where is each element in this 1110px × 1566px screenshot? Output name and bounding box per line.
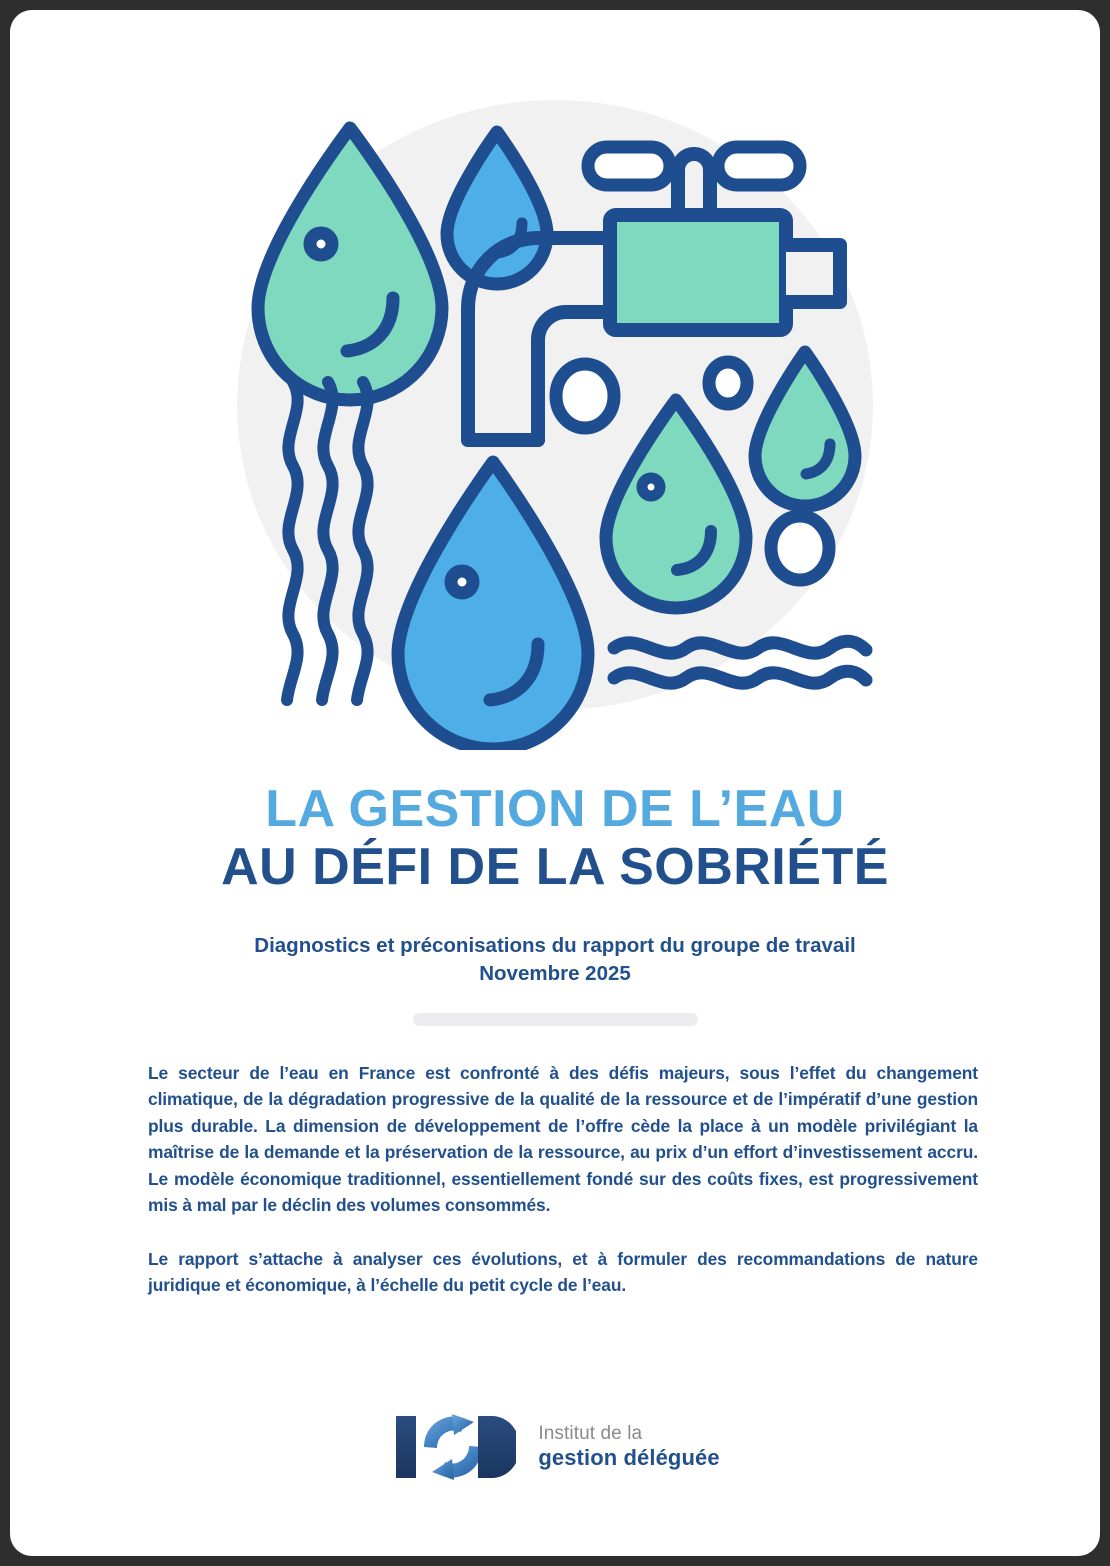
logo-line-1: Institut de la xyxy=(538,1422,643,1444)
abstract-paragraph-2: Le rapport s’attache à analyser ces évolutions, et à formuler des recommandations de nature juridique et économique, à l’échelle du petit cycle de l’eau. xyxy=(148,1248,978,1296)
abstract-text xyxy=(148,1060,978,1299)
bubble-circle-top xyxy=(556,364,614,428)
page-title xyxy=(10,780,1100,896)
logo-recycle-arrow xyxy=(424,1414,482,1480)
document-page xyxy=(10,10,1100,1556)
bubble-circle-bottom xyxy=(771,516,829,580)
valve-outlet xyxy=(786,245,840,302)
page-subtitle xyxy=(10,932,1100,987)
valve-handle-left xyxy=(588,147,670,185)
title-line-secondary: AU DÉFI DE LA SOBRIÉTÉ xyxy=(221,838,889,897)
logo-letter-d xyxy=(478,1416,516,1478)
divider-wrapper xyxy=(10,1013,1100,1026)
subtitle-line-2: Novembre 2025 xyxy=(479,961,631,985)
valve-handle-right xyxy=(718,147,800,185)
igd-logo-wordmark xyxy=(538,1423,719,1471)
abstract-paragraph-1: Le secteur de l’eau en France est confronté à des défis majeurs, sous l’effet du changement climatique, de la dégradation progressive de la qualité de la ressource et de l’impératif d’une gestion plus durable. La dimension de développement de l’offre cède la place à un modèle privilégiant la maîtrise de la demande et la préservation de la ressource, au prix d’un effort d’investissement accru. Le modèle économique traditionnel, essentiellement fondé sur des coûts fixes, est progressivement mis à mal par le déclin des volumes consommés. xyxy=(148,1063,978,1216)
wavy-line-horizontal-2 xyxy=(614,671,866,683)
footer-logo xyxy=(10,1408,1100,1486)
subtitle-line-1: Diagnostics et préconisations du rapport du groupe de travail xyxy=(254,934,856,957)
section-divider xyxy=(413,1013,698,1026)
title-line-primary: LA GESTION DE L’EAU xyxy=(265,780,845,838)
water-management-illustration xyxy=(10,10,1100,750)
logo-letter-i xyxy=(396,1416,416,1478)
igd-logo-icon xyxy=(390,1408,516,1486)
bubble-circle-mid xyxy=(709,362,747,404)
valve-body xyxy=(610,215,786,330)
logo-line-2: gestion déléguée xyxy=(538,1445,720,1471)
